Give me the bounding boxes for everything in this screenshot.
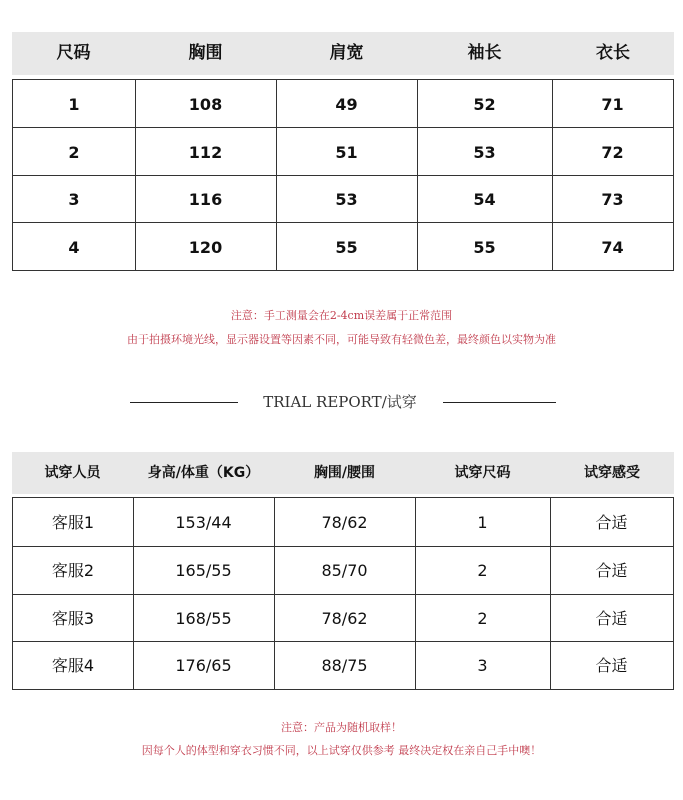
length-cell: 73: [601, 190, 624, 209]
shoulder-cell: 51: [335, 143, 358, 162]
feeling-cell: 合适: [595, 513, 628, 532]
chest-cell: 120: [188, 238, 223, 257]
shoulder-cell: 49: [335, 95, 358, 114]
size-header-shoulder: 肩宽: [329, 43, 364, 63]
sleeve-cell: 54: [473, 190, 496, 209]
height-weight-cell: 153/44: [175, 513, 232, 532]
size-cell: 4: [68, 238, 80, 257]
trial-table-body: [12, 497, 674, 690]
table-row: [13, 175, 673, 222]
table-row: [13, 546, 673, 593]
trial-size-cell: 1: [477, 513, 488, 532]
feeling-cell: 合适: [595, 609, 628, 628]
person-cell: 客服1: [51, 513, 95, 532]
chest-waist-cell: 78/62: [321, 513, 368, 532]
table-row: [13, 498, 673, 545]
title-divider-right: [443, 402, 556, 403]
trial-report-heading: TRIAL REPORT/试穿: [263, 393, 417, 411]
size-cell: 3: [68, 190, 80, 209]
length-cell: 71: [601, 95, 624, 114]
size-table-body: [12, 79, 674, 271]
size-cell: 1: [68, 95, 80, 114]
length-cell: 74: [601, 238, 624, 257]
height-weight-cell: 176/65: [175, 656, 232, 675]
size-header-size: 尺码: [56, 43, 91, 63]
height-weight-cell: 165/55: [175, 561, 232, 580]
table-row: [13, 594, 673, 641]
trial-header-chest-waist: 胸围/腰围: [313, 465, 376, 481]
shoulder-cell: 55: [335, 238, 358, 257]
trial-report-title: [0, 391, 683, 413]
trial-header-person: 试穿人员: [44, 465, 101, 481]
table-row: [13, 80, 673, 127]
height-weight-cell: 168/55: [175, 609, 232, 628]
size-header-length: 衣长: [596, 43, 630, 63]
chest-cell: 108: [188, 95, 223, 114]
chest-cell: 116: [188, 190, 223, 209]
trial-size-cell: 2: [477, 609, 488, 628]
table-row: [13, 128, 673, 175]
feeling-cell: 合适: [595, 656, 628, 675]
trial-header-size: 试穿尺码: [454, 465, 511, 481]
person-cell: 客服4: [51, 656, 95, 675]
trial-note-line2: 因每个人的体型和穿衣习惯不同，以上试穿仅供参考 最终决定权在亲自己手中噢！: [141, 744, 542, 757]
feeling-cell: 合适: [595, 561, 628, 580]
chest-waist-cell: 78/62: [321, 609, 368, 628]
measure-note-line1: 注意：手工测量会在2-4cm误差属于正常范围: [230, 309, 453, 322]
size-header-sleeve: 袖长: [467, 43, 502, 63]
size-cell: 2: [68, 143, 80, 162]
person-cell: 客服2: [51, 561, 95, 580]
trial-table-header: [12, 452, 674, 494]
trial-size-cell: 3: [477, 656, 488, 675]
trial-size-cell: 2: [477, 561, 488, 580]
chest-waist-cell: 85/70: [321, 561, 368, 580]
title-divider-left: [130, 402, 238, 403]
size-header-chest: 胸围: [188, 43, 223, 63]
sleeve-cell: 55: [473, 238, 496, 257]
trial-note-line1: 注意：产品为随机取样！: [281, 721, 402, 734]
table-row: [13, 641, 673, 688]
chest-cell: 112: [188, 143, 223, 162]
person-cell: 客服3: [51, 609, 95, 628]
table-row: [13, 223, 673, 270]
measure-note-line2: 由于拍摄环境光线，显示器设置等因素不同，可能导致有轻微色差，最终颜色以实物为准: [127, 333, 556, 346]
sleeve-cell: 53: [473, 143, 496, 162]
chest-waist-cell: 88/75: [321, 656, 368, 675]
shoulder-cell: 53: [335, 190, 358, 209]
size-table-header: [12, 32, 674, 75]
length-cell: 72: [601, 143, 624, 162]
sleeve-cell: 52: [473, 95, 496, 114]
trial-header-height-weight: 身高/体重（KG）: [147, 465, 260, 481]
trial-header-feeling: 试穿感受: [584, 465, 640, 481]
